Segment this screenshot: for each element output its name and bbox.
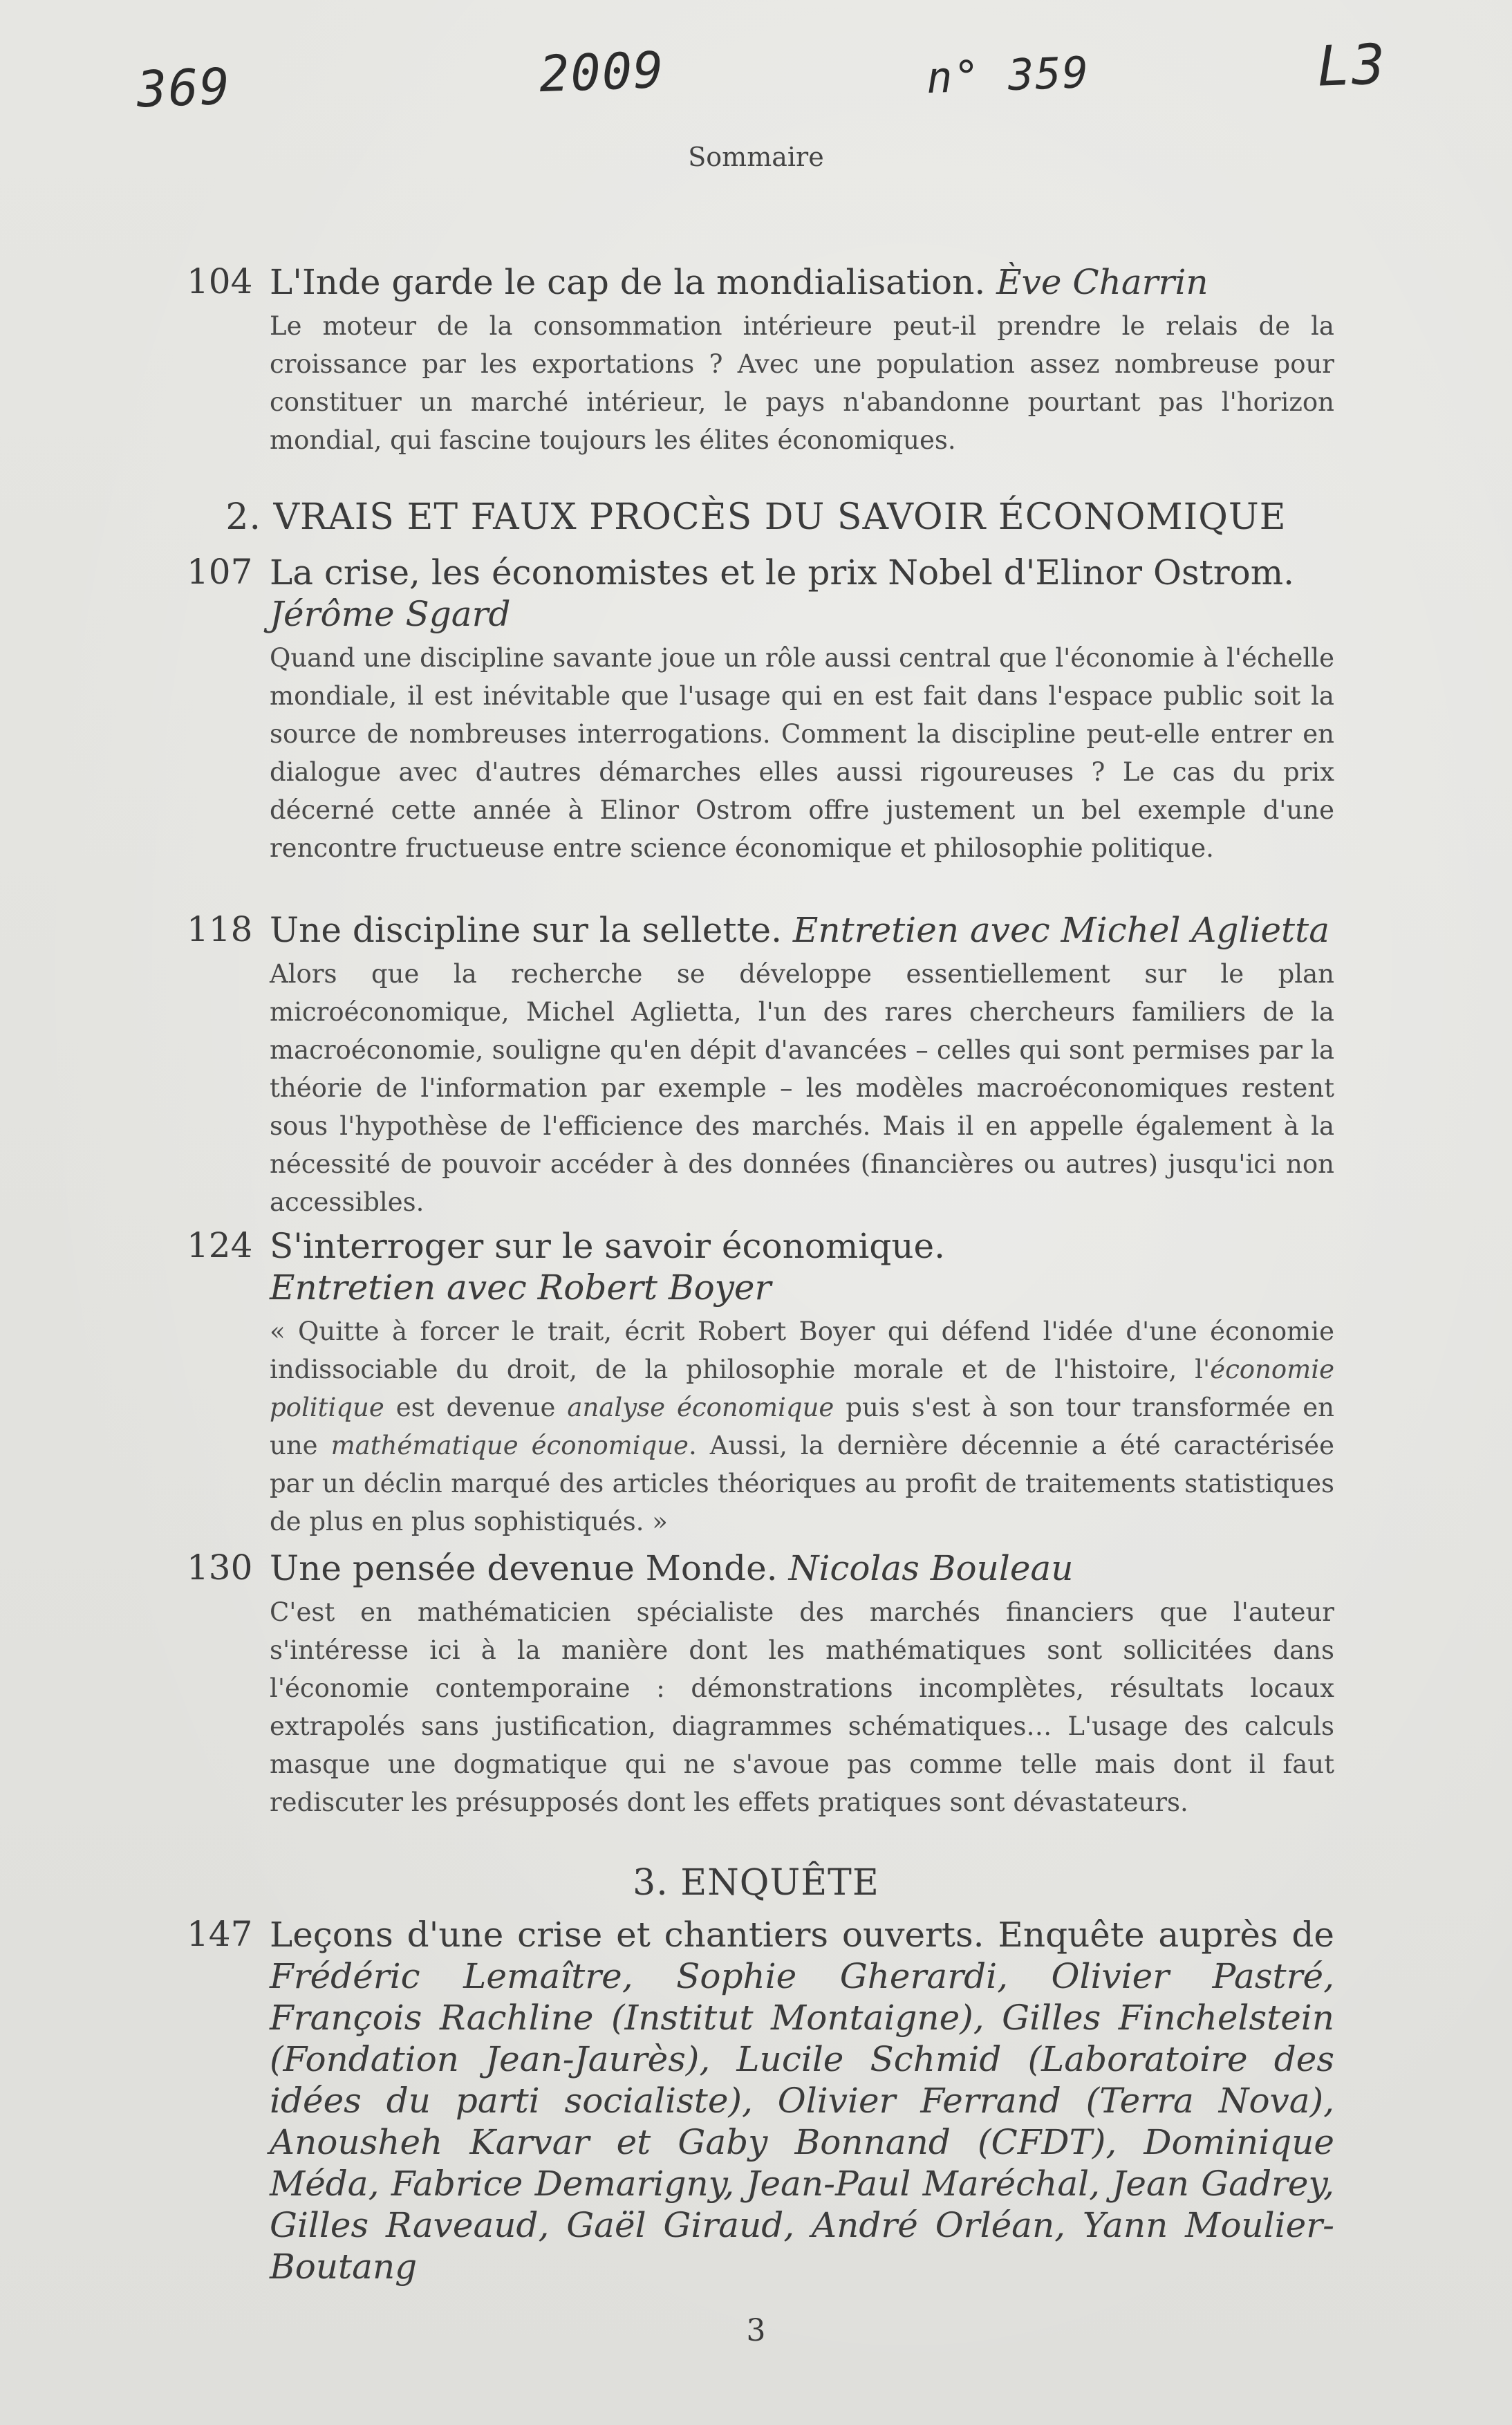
toc-author: Entretien avec Michel Aglietta: [792, 910, 1330, 950]
toc-author: Frédéric Lemaître, Sophie Gherardi, Olivier Pastré, François Rachline (Institut Montaigne), Gilles Finchelstein (Fondation Jean-Jaurès), Lucile Schmid (Laboratoire des idées du parti socialiste), Olivier Ferrand (Terra Nova), Anousheh Karvar et Gaby Bonnand (CFDT), Dominique Méda, Fabrice Demarigny, Jean-Paul Maréchal, Jean Gadrey, Gilles Raveaud, Gaël Giraud, André Orléan, Yann Moulier-Boutang: [270, 1956, 1334, 2287]
toc-title: L'Inde garde le cap de la mondialisation. Ève Charrin: [270, 262, 1208, 302]
toc-description: Quand une discipline savante joue un rôle aussi central que l'économie à l'échelle mondiale, il est inévitable que l'usage qui en est fait dans l'espace public soit la source de nombreuses interrogations. Comment la discipline peut-elle entrer en dialogue avec d'autres démarches elles aussi rigoureuses ? Le cas du prix décerné cette année à Elinor Ostrom offre justement un bel exemple d'une rencontre fructueuse entre science économique et philosophie politique.: [270, 643, 1334, 863]
toc-page-number: 130: [187, 1548, 253, 1588]
toc-author: Ève Charrin: [996, 262, 1208, 302]
toc-page-number: 104: [187, 261, 253, 301]
toc-author: Jérôme Sgard: [270, 594, 511, 634]
toc-page-number: 118: [187, 909, 253, 949]
toc-author: Nicolas Bouleau: [788, 1548, 1074, 1588]
section-heading-2: 2. VRAIS ET FAUX PROCÈS DU SAVOIR ÉCONOMIQUE: [225, 496, 1287, 538]
toc-entry-147: [187, 1914, 1334, 2287]
toc-title: S'interroger sur le savoir économique. Entretien avec Robert Boyer: [270, 1226, 946, 1308]
toc-title: La crise, les économistes et le prix Nobel d'Elinor Ostrom. Jérôme Sgard: [270, 552, 1295, 634]
toc-description: C'est en mathématicien spécialiste des marchés financiers que l'auteur s'intéresse ici à la manière dont les mathématiques sont sollicitées dans l'économie contemporaine : démonstrations incomplètes, résultats locaux extrapolés sans justification, diagrammes schématiques… L'usage des calculs masque une dogmatique qui ne s'avoue pas comme telle mais dont il faut rediscuter les présupposés dont les effets pratiques sont dévastateurs.: [270, 1597, 1334, 1817]
toc-title: Une discipline sur la sellette. Entretien avec Michel Aglietta: [270, 910, 1330, 950]
toc-entry-107: [187, 552, 1334, 867]
handwritten-note-issue: n° 359: [925, 46, 1091, 104]
toc-author: Entretien avec Robert Boyer: [270, 1267, 772, 1308]
toc-entry-104: [187, 261, 1334, 459]
toc-description: Le moteur de la consommation intérieure peut-il prendre le relais de la croissance par les exportations ? Avec une population assez nombreuse pour constituer un marché intérieur, le pays n'abandonne pourtant pas l'horizon mondial, qui fascine toujours les élites économiques.: [270, 311, 1334, 455]
toc-entry-130: [187, 1548, 1334, 1821]
toc-entry-124: [187, 1225, 1334, 1541]
handwritten-note-year: 2009: [538, 40, 666, 104]
handwritten-note-left: 369: [136, 57, 232, 119]
toc-page-number: 124: [187, 1225, 253, 1265]
toc-title: Une pensée devenue Monde. Nicolas Bouleau: [270, 1548, 1074, 1588]
toc-description: Alors que la recherche se développe essentiellement sur le plan microéconomique, Michel Aglietta, l'un des rares chercheurs familiers de la macroéconomie, souligne qu'en dépit d'avancées – celles qui sont permises par la théorie de l'information par exemple – les modèles macroéconomiques restent sous l'hypothèse de l'efficience des marchés. Mais il en appelle également à la nécessité de pouvoir accéder à des données (financières ou autres) jusqu'ici non accessibles.: [270, 959, 1334, 1217]
section-heading-3: 3. ENQUÊTE: [633, 1862, 879, 1904]
toc-title: Leçons d'une crise et chantiers ouverts. Enquête auprès de Frédéric Lemaître, Sophie Gherardi, Olivier Pastré, François Rachline (Institut Montaigne), Gilles Finchelstein (Fondation Jean-Jaurès), Lucile Schmid (Laboratoire des idées du parti socialiste), Olivier Ferrand (Terra Nova), Anousheh Karvar et Gaby Bonnand (CFDT), Dominique Méda, Fabrice Demarigny, Jean-Paul Maréchal, Jean Gadrey, Gilles Raveaud, Gaël Giraud, André Orléan, Yann Moulier-Boutang: [270, 1915, 1334, 2287]
toc-description: « Quitte à forcer le trait, écrit Robert Boyer qui défend l'idée d'une économie indissociable du droit, de la philosophie morale et de l'histoire, l'économie politique est devenue analyse économique puis s'est à son tour transformée en une mathématique économique. Aussi, la dernière décennie a été caractérisée par un déclin marqué des articles théoriques au profit de traitements statistiques de plus en plus sophistiqués. »: [270, 1317, 1334, 1536]
handwritten-note-right: L3: [1316, 32, 1388, 99]
page-number: 3: [746, 2313, 766, 2348]
toc-entry-118: [187, 909, 1334, 1221]
page-header: Sommaire: [688, 142, 824, 172]
toc-page-number: 147: [187, 1914, 253, 1954]
toc-page-number: 107: [187, 552, 253, 592]
